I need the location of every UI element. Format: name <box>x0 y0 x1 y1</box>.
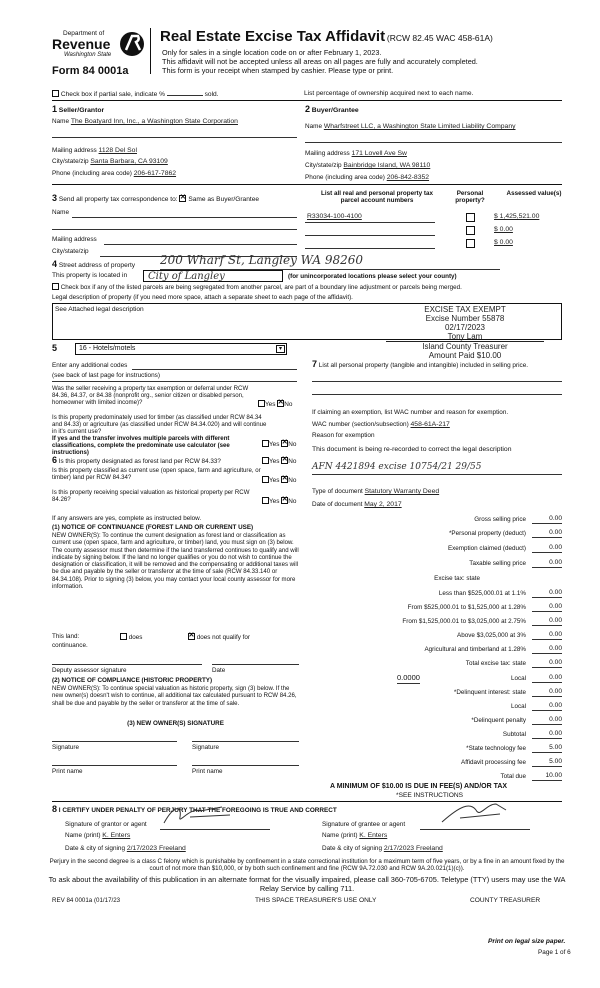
if-yes-note: If any answers are yes, complete as instructed below. <box>52 515 202 522</box>
q2-no-checkbox[interactable] <box>281 440 288 447</box>
calc-value[interactable]: 0.00 <box>532 603 562 612</box>
reason-label: Reason for exemption <box>312 432 375 439</box>
stamp-line3: 02/17/2023 <box>444 323 486 332</box>
ownership-note: List percentage of ownership acquired next to each name. <box>304 90 474 97</box>
legal-label: Legal description of property (if you need more space, attach a separate sheet to each page of the affidavit). <box>52 294 353 301</box>
grantor-date[interactable]: 2/17/2023 Freeland <box>126 845 186 852</box>
owner-signature-label: Signature <box>52 744 79 751</box>
grantee-name[interactable]: K. Enters <box>359 832 388 839</box>
q1-yes-checkbox[interactable] <box>258 400 265 407</box>
seller-heading: Seller/Grantor <box>58 107 105 114</box>
personal-col-header: Personal property? <box>455 190 485 205</box>
owner-print-name-label: Print name <box>52 768 83 775</box>
yes-label: Yes <box>269 477 280 484</box>
new-owner-heading: (3) NEW OWNER(S) SIGNATURE <box>127 720 224 727</box>
located-label: This property is located in <box>52 272 128 279</box>
stamp-line2: Excise Number 55878 <box>425 314 505 323</box>
treasurer-use-label: THIS SPACE TREASURER'S USE ONLY <box>255 897 377 904</box>
revenue-logo-icon <box>118 30 146 58</box>
no-label: No <box>284 401 293 408</box>
grantee-signature-icon <box>440 800 510 826</box>
calc-label: *Personal property (deduct) <box>448 530 526 537</box>
section6-number: 6 <box>52 455 58 465</box>
located-value: City of Langley <box>148 271 225 282</box>
grantor-name-label: Name (print) <box>65 832 101 839</box>
calc-label: Affidavit processing fee <box>461 759 526 766</box>
grantor-date-label: Date & city of signing <box>65 845 126 852</box>
personal-property-checkbox[interactable] <box>466 226 475 235</box>
land-use-value: 16 - Hotels/motels <box>79 345 136 352</box>
no-label: No <box>288 441 297 448</box>
seller-phone-label: Phone (including area code) <box>52 170 132 177</box>
personal-property-text: List all personal property (tangible and intangible) included in selling price. <box>318 362 529 369</box>
see-back-note: (see back of last page for instructions) <box>52 372 160 379</box>
buyer-heading: Buyer/Grantee <box>311 107 359 114</box>
deputy-date-label: Date <box>212 667 226 674</box>
calc-label: *Delinquent penalty <box>471 717 526 724</box>
buyer-city[interactable]: Bainbridge Island, WA 98110 <box>343 162 431 169</box>
calc-label: Total due <box>500 773 526 780</box>
grantee-signature-label: Signature of grantee or agent <box>322 821 406 828</box>
seller-number: 1 <box>52 104 58 114</box>
calc-value[interactable]: 0.00 <box>532 645 562 654</box>
q4-yes-checkbox[interactable] <box>262 476 269 483</box>
dept-logo <box>52 26 152 78</box>
street-number: 4 <box>52 259 58 269</box>
q1-no-checkbox[interactable] <box>277 400 284 407</box>
calc-value[interactable]: 0.00 <box>532 674 562 683</box>
calc-value[interactable]: 0.00 <box>532 617 562 626</box>
stamp-line1: EXCISE TAX EXEMPT <box>424 305 506 314</box>
personal-property-checkbox[interactable] <box>466 239 475 248</box>
timber-question: Is this property predominately used for timber (as classified under RCW 84.34 and 84.33) or agriculture (as classified under RCW 84.34.020) and will continue in it's current use? <box>52 414 267 435</box>
no-label: No <box>288 477 297 484</box>
street-label: Street address of property <box>58 262 136 269</box>
calc-label: Above $3,025,000 at 3% <box>457 632 526 639</box>
deputy-signature-label: Deputy assessor signature <box>52 667 127 674</box>
q3-yes-checkbox[interactable] <box>262 457 269 464</box>
calc-value[interactable]: 0.00 <box>532 589 562 598</box>
q5-no-checkbox[interactable] <box>281 497 288 504</box>
stamp-line6: Amount Paid $10.00 <box>428 351 502 360</box>
wac-value[interactable]: 458-61A-217 <box>410 421 450 428</box>
grantee-name-label: Name (print) <box>322 832 358 839</box>
located-select[interactable] <box>143 270 283 282</box>
calc-value[interactable]: 0.00 <box>532 515 562 524</box>
stamp-line4: Tony Lam <box>447 332 483 341</box>
handwritten-afn: AFN 4421894 excise 10754/21 29/55 <box>312 462 482 472</box>
calc-label: *Delinquent interest: state <box>453 689 526 696</box>
buyer-mailing[interactable]: 171 Lovell Ave Sw <box>351 150 407 157</box>
calc-value[interactable]: 5.00 <box>532 758 562 767</box>
q2-yes-checkbox[interactable] <box>262 440 269 447</box>
calc-value[interactable]: 0.00 <box>532 702 562 711</box>
parcel-value[interactable]: $ 0.00 <box>494 226 513 233</box>
calc-label: Total excise tax: state <box>465 660 526 667</box>
additional-codes-label: Enter any additional codes <box>52 362 128 369</box>
grantee-date-label: Date & city of signing <box>322 845 383 852</box>
buyer-phone-label: Phone (including area code) <box>305 174 385 181</box>
calc-label: Local <box>510 703 526 710</box>
calc-value[interactable]: 10.00 <box>532 772 562 781</box>
section5-number: 5 <box>52 343 58 353</box>
calc-value[interactable]: 0.00 <box>532 559 562 568</box>
seller-city[interactable]: Santa Barbara, CA 93109 <box>90 158 168 165</box>
assessed-col-header: Assessed value(s) <box>506 190 562 197</box>
continuance-heading: (1) NOTICE OF CONTINUANCE (FOREST LAND OR CURRENT USE) <box>52 524 254 531</box>
corr-mailing-label: Mailing address <box>52 236 97 243</box>
this-land-label: This land: <box>52 633 80 640</box>
see-instructions: *SEE INSTRUCTIONS <box>396 792 464 799</box>
corr-text: Send all property tax correspondence to: <box>58 196 178 203</box>
q3-no-checkbox[interactable] <box>281 457 288 464</box>
continuance-label: continuance. <box>52 642 88 649</box>
doc-date-label: Date of document <box>312 501 363 508</box>
calc-value[interactable]: 0.00 <box>532 529 562 538</box>
partial-sale-label: Check box if partial sale, indicate % <box>60 91 165 98</box>
segregated-text: Check box if any of the listed parcels are being segregated from another parcel, are part of a boundary line adjustment or parcels being merged. <box>60 284 462 291</box>
seller-mailing-label: Mailing address <box>52 147 97 154</box>
grantor-signature-label: Signature of grantor or agent <box>65 821 147 828</box>
stamp-line5: Island County Treasurer <box>386 341 544 351</box>
wac-label: WAC number (section/subsection) <box>312 421 409 428</box>
parcel-value[interactable]: $ 0.00 <box>494 239 513 246</box>
header-note-1: Only for sales in a single location code on or after February 1, 2023. <box>162 48 382 57</box>
seller-city-label: City/state/zip <box>52 158 89 165</box>
certify-text: I CERTIFY UNDER PENALTY OF PERJURY THAT THE FOREGOING IS TRUE AND CORRECT <box>58 807 337 814</box>
land-use-select[interactable] <box>75 343 287 355</box>
no-label: No <box>288 458 297 465</box>
grantor-name[interactable]: K. Enters <box>102 832 131 839</box>
dept-name: Revenue <box>52 36 111 52</box>
seller-mailing[interactable]: 1128 Del Sol <box>98 147 137 154</box>
buyer-phone[interactable]: 206-842-8352 <box>386 174 430 181</box>
grantor-signature-icon <box>160 803 240 829</box>
q5-yes-checkbox[interactable] <box>262 497 269 504</box>
buyer-city-label: City/state/zip <box>305 162 342 169</box>
reason-value[interactable]: This document is being re-recorded to correct the legal description <box>312 446 512 453</box>
perjury-note: Perjury in the second degree is a class C felony which is punishable by confinement in a state correctional institution for a maximum term of five years, or by a fine in an amount fixed by the court of not more than $10,000, or by both such confinement and fine (RCW 9A.72.030 and RCW 9A.20.021(1)(c)). <box>49 858 565 873</box>
q4-no-checkbox[interactable] <box>281 476 288 483</box>
doc-type-label: Type of document <box>312 488 363 495</box>
no-label: No <box>288 498 297 505</box>
calc-label: Taxable selling price <box>469 560 526 567</box>
historic-body: NEW OWNER(S): To continue special valuation as historic property, sign (3) below. If the new owner(s) doesn't wish to continue, all additional tax calculated pursuant to RCW 84.26, shall be due and payable by the seller or transferor at the time of sale. <box>52 686 297 707</box>
legal-value: See Attached legal description <box>55 306 144 313</box>
calc-value[interactable]: 5.00 <box>532 744 562 753</box>
calc-label: *State technology fee <box>466 745 526 752</box>
does-not-qualify-checkbox[interactable] <box>188 633 195 640</box>
owner-signature-label-2: Signature <box>192 744 219 751</box>
calc-value[interactable]: 0.00 <box>532 659 562 668</box>
page-number: Page 1 of 6 <box>538 949 571 956</box>
calc-value[interactable]: 0.00 <box>532 631 562 640</box>
page-title <box>160 28 580 45</box>
historic-question: Is this property receiving special valuation as historical property per RCW 84.26? <box>52 489 250 503</box>
rev-label: REV 84 0001a (01/17/23 <box>52 897 121 904</box>
dept-line2: Washington State <box>64 52 112 58</box>
form-number: Form 84 0001a <box>52 65 129 77</box>
corr-name-label: Name <box>52 209 70 216</box>
buyer-number: 2 <box>305 104 311 114</box>
legal-paper-note: Print on legal size paper. <box>488 938 566 945</box>
dept-line1: Department of <box>63 30 105 37</box>
continuance-body: NEW OWNER(S): To continue the current designation as forest land or classification as current use (open space, farm and agriculture, or timber) land, you must sign on (3) below. The county assessor must then determine if the land transferred continues to qualify and will indicate by signing below. If the land no longer qualifies or you do not wish to continue the designation or classification, it will be removed and the compensating or additional taxes will be due and payable by the seller or transferor at the time of sale (RCW 84.33.140 or 84.34.108). Prior to signing (3) below, you may contact your local county assessor for more information. <box>52 533 299 590</box>
alt-format-note: To ask about the availability of this publication in an alternate format for the visually impaired, please call 360-705-6705. Teletype (TTY) users may use the WA Relay Service by calling 711. <box>48 875 566 893</box>
title-rcw: (RCW 82.45 WAC 458-61A) <box>386 33 493 43</box>
personal-property-checkbox[interactable] <box>466 213 475 222</box>
calc-value[interactable]: 0.00 <box>532 716 562 725</box>
parcel-value[interactable]: $ 1,425,521.00 <box>494 213 540 220</box>
same-as-buyer-label: Same as Buyer/Grantee <box>188 196 260 203</box>
calc-label: Gross selling price <box>474 516 526 523</box>
buyer-mailing-label: Mailing address <box>305 150 350 157</box>
segregated-checkbox[interactable] <box>52 283 59 290</box>
calc-value[interactable]: 0.00 <box>532 730 562 739</box>
yes-label: Yes <box>269 498 280 505</box>
local-rate[interactable]: 0.0000 <box>397 673 420 682</box>
located-note: (for unincorporated locations please select your county) <box>288 273 457 280</box>
buyer-name-label: Name <box>305 123 323 130</box>
section7-number: 7 <box>312 359 318 369</box>
same-as-buyer-checkbox[interactable] <box>179 195 186 202</box>
historic-heading: (2) NOTICE OF COMPLIANCE (HISTORIC PROPERTY) <box>52 677 213 684</box>
seller-name-label: Name <box>52 118 70 125</box>
yes-label: Yes <box>269 441 280 448</box>
calc-label: Agricultural and timberland at 1.28% <box>424 646 526 653</box>
exempt-stamp <box>380 305 550 360</box>
exemption-question: Was the seller receiving a property tax exemption or deferral under RCW 84.36, 84.37, or 84.38 (nonprofit org., senior citizen or disabled person, homeowner with limited income)? <box>52 385 249 406</box>
yes-label: Yes <box>269 458 280 465</box>
grantee-date[interactable]: 2/17/2023 Freeland <box>383 845 443 852</box>
calc-label: Local <box>510 675 526 682</box>
minimum-note: A MINIMUM OF $10.00 IS DUE IN FEE(S) AND/OR TAX <box>330 783 508 790</box>
calc-label: From $1,525,000.01 to $3,025,000 at 2.75% <box>402 618 526 625</box>
partial-sold-label: sold. <box>204 91 219 98</box>
calc-value[interactable]: 0.00 <box>532 544 562 553</box>
seller-name[interactable]: The Boatyard Inn, Inc., a Washington State Corporation <box>70 118 238 125</box>
doc-date-value[interactable]: May 2, 2017 <box>364 501 402 508</box>
county-treasurer-label: COUNTY TREASURER <box>470 897 541 904</box>
does-label: does <box>128 634 143 641</box>
doc-type-value[interactable]: Statutory Warranty Deed <box>364 488 440 495</box>
does-not-label: does not qualify for <box>196 634 250 641</box>
title-text: Real Estate Excise Tax Affidavit <box>160 28 386 45</box>
section8-number: 8 <box>52 804 58 814</box>
header-note-2: This affidavit will not be accepted unless all areas on all pages are fully and accurately completed. <box>162 57 478 66</box>
current-use-question: Is this property classified as current use (open space, farm and agriculture, or timber) land per RCW 84.34? <box>52 467 261 481</box>
owner-print-name-label-2: Print name <box>192 768 223 775</box>
calc-label: From $525,000.01 to $1,525,000 at 1.28% <box>407 604 526 611</box>
does-qualify-checkbox[interactable] <box>120 633 127 640</box>
calc-label: Less than $525,000.01 at 1.1% <box>438 590 526 597</box>
calc-value[interactable]: 0.00 <box>532 688 562 697</box>
calc-label: Subtotal <box>502 731 526 738</box>
chevron-down-icon[interactable]: ▾ <box>276 345 285 353</box>
calc-label: Excise tax: state <box>434 575 480 582</box>
corr-city-label: City/state/zip <box>52 248 89 255</box>
exemption-text: If claiming an exemption, list WAC number and reason for exemption. <box>312 409 509 416</box>
street-value[interactable]: 200 Wharf St, Langley WA 98260 <box>160 253 364 267</box>
forest-question: Is this property designated as forest land per RCW 84.33? <box>58 458 221 465</box>
parcel-col-header: List all real and personal property tax parcel account numbers <box>321 190 433 205</box>
calc-label: Exemption claimed (deduct) <box>447 545 526 552</box>
seller-phone[interactable]: 206-617-7862 <box>133 170 177 177</box>
corr-number: 3 <box>52 193 58 203</box>
buyer-name[interactable]: Wharfstreet LLC, a Washington State Limited Liability Company <box>323 123 516 130</box>
header-note-3: This form is your receipt when stamped by cashier. Please type or print. <box>162 66 394 75</box>
timber-question-b: If yes and the transfer involves multiple parcels with different classifications, complete the predominate use calculator (see instructions) <box>52 435 230 456</box>
parcel-account[interactable]: R33034-100-4100 <box>307 213 362 220</box>
partial-sale-checkbox[interactable] <box>52 90 59 97</box>
yes-label: Yes <box>265 401 276 408</box>
